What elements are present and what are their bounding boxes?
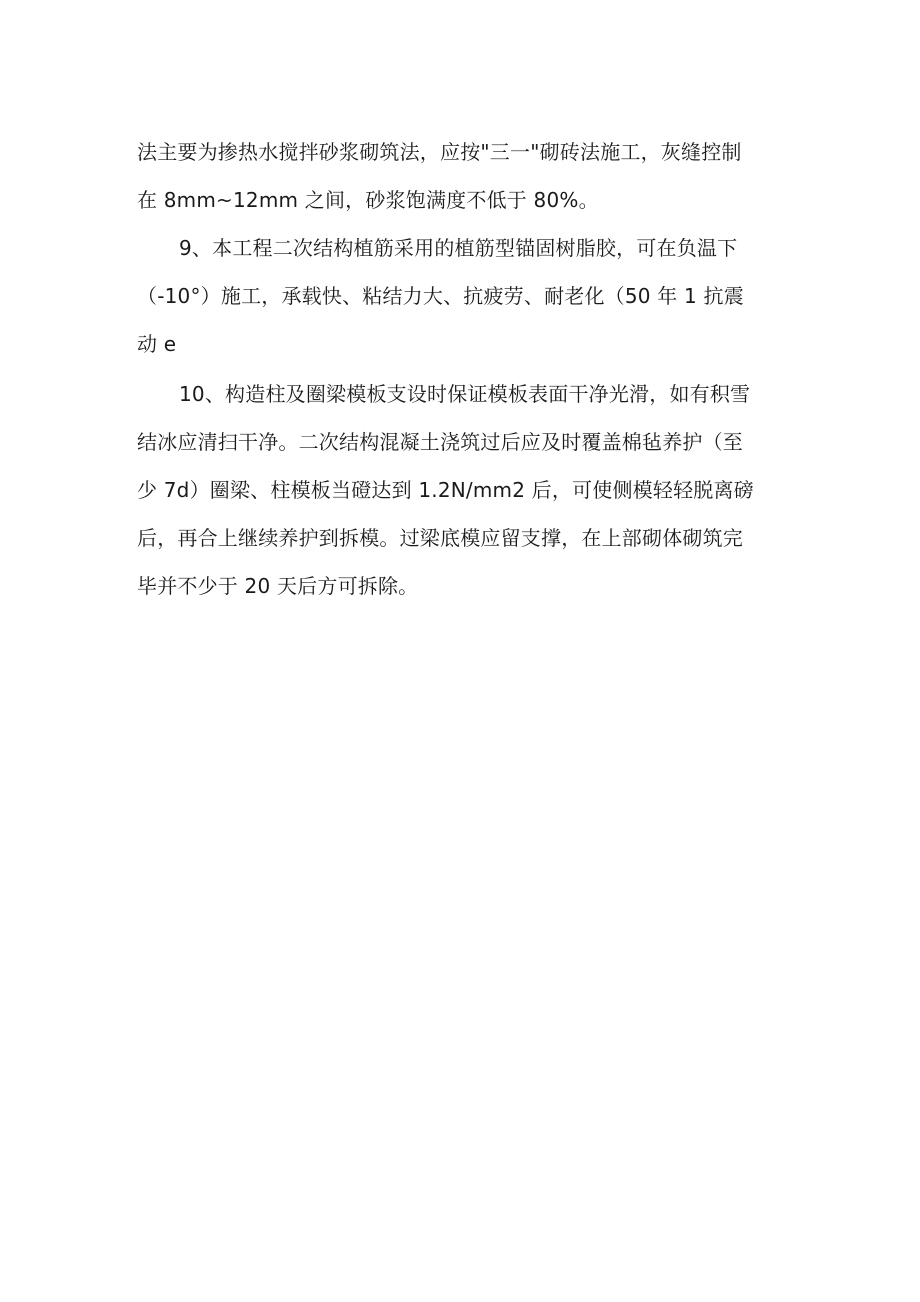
paragraph-line: （-10°）施工，承载快、粘结力大、抗疲劳、耐老化（50 年 1 抗震 — [137, 284, 744, 308]
paragraph-item-10 — [137, 370, 787, 610]
paragraph-line: 动 e — [137, 332, 177, 356]
paragraph-line: 毕并不少于 20 天后方可拆除。 — [137, 574, 419, 598]
paragraph-item-9 — [137, 224, 787, 368]
paragraph-line: 9、本工程二次结构植筋采用的植筋型锚固树脂胶，可在负温下 — [179, 236, 738, 260]
paragraph-line: 在 8mm~12mm 之间，砂浆饱满度不低于 80%。 — [137, 188, 599, 212]
paragraph-line: 后，再合上继续养护到拆模。过梁底模应留支撑，在上部砌体砌筑完 — [137, 526, 743, 550]
paragraph-line: 少 7d）圈梁、柱模板当磴达到 1.2N/mm2 后，可使侧模轻轻脱离磅 — [137, 478, 754, 502]
paragraph-line: 10、构造柱及圈梁模板支设时保证模板表面干净光滑，如有积雪 — [179, 382, 751, 406]
paragraph-intro — [137, 128, 787, 224]
paragraph-line: 结冰应清扫干净。二次结构混凝土浇筑过后应及时覆盖棉毡养护（至 — [137, 430, 743, 454]
paragraph-line: 法主要为掺热水搅拌砂浆砌筑法，应按"三一"砌砖法施工，灰缝控制 — [137, 140, 742, 164]
